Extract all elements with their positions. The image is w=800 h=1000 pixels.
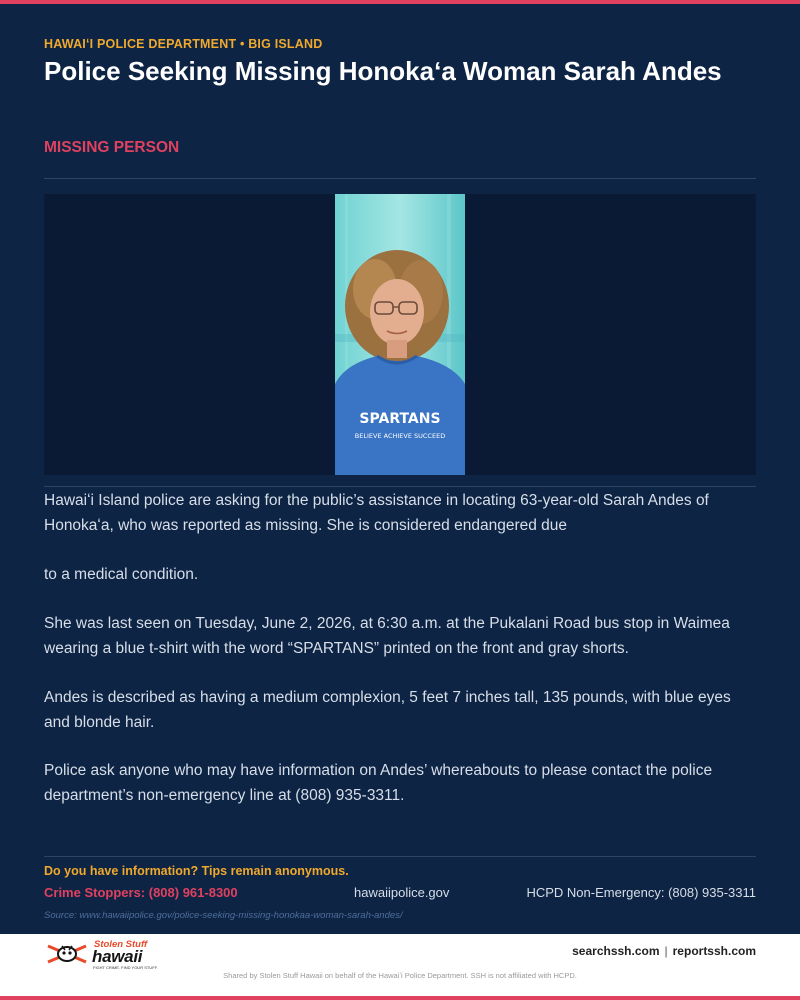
shirt-print: SPARTANS — [359, 411, 441, 427]
bulletin — [0, 4, 800, 934]
page-title: Police Seeking Missing Honokaʻa Woman Sarah Andes — [44, 56, 722, 86]
footer-links — [572, 944, 756, 958]
search-ssh-link[interactable]: searchssh.com — [572, 944, 660, 958]
body-paragraph-3: She was last seen on Tuesday, June 2, 2026, at 6:30 a.m. at the Pukalani Road bus stop in Waimea wearing a blue t-shirt with the word “SPARTANS” printed on the front and gray shorts. — [44, 615, 730, 657]
photo-frame — [44, 194, 756, 475]
source-link[interactable]: Source: www.hawaiipolice.gov/police-seeking-missing-honokaa-woman-sarah-andes/ — [44, 910, 403, 921]
divider — [44, 486, 756, 487]
logo-small-text: Stolen Stuff — [94, 939, 148, 950]
body-paragraph-1: Hawaiʻi Island police are asking for the public’s assistance in locating 63-year-old Sarah Andes of Honokaʻa, who was reported as missing. She is considered endangered due — [44, 492, 709, 534]
department-kicker: HAWAIʻI POLICE DEPARTMENT • BIG ISLAND — [44, 37, 323, 51]
missing-person-photo — [335, 194, 465, 475]
missing-person-tag: MISSING PERSON — [44, 139, 180, 156]
non-emergency-number[interactable]: HCPD Non-Emergency: (808) 935-3311 — [526, 885, 756, 900]
tips-question: Do you have information? Tips remain anonymous. — [44, 864, 349, 878]
bottom-accent-bar — [0, 996, 800, 1000]
link-separator: | — [664, 944, 668, 958]
logo-big-text: hawaii — [92, 947, 143, 966]
body-paragraph-2: to a medical condition. — [44, 566, 199, 583]
stolen-stuff-hawaii-logo[interactable] — [46, 940, 156, 968]
gecko-logo-icon — [46, 940, 88, 968]
divider — [44, 178, 756, 179]
logo-tagline: FIGHT CRIME. FIND YOUR STUFF. — [93, 965, 158, 970]
footer-disclaimer: Shared by Stolen Stuff Hawaii on behalf of the Hawaiʻi Police Department. SSH is not affiliated with HCPD. — [223, 971, 577, 980]
footer — [0, 934, 800, 996]
body-paragraph-5: Police ask anyone who may have information on Andes’ whereabouts to please contact the police department’s non-emergency line at (808) 935-3311. — [44, 762, 713, 804]
body-paragraph-4: Andes is described as having a medium complexion, 5 feet 7 inches tall, 135 pounds, with blue eyes and blonde hair. — [44, 689, 731, 731]
website-link[interactable]: hawaiipolice.gov — [354, 885, 450, 900]
report-ssh-link[interactable]: reportssh.com — [672, 944, 756, 958]
shirt-subprint: BELIEVE ACHIEVE SUCCEED — [354, 432, 446, 440]
crime-stoppers-number[interactable]: Crime Stoppers: (808) 961-8300 — [44, 885, 238, 900]
divider — [44, 856, 756, 857]
